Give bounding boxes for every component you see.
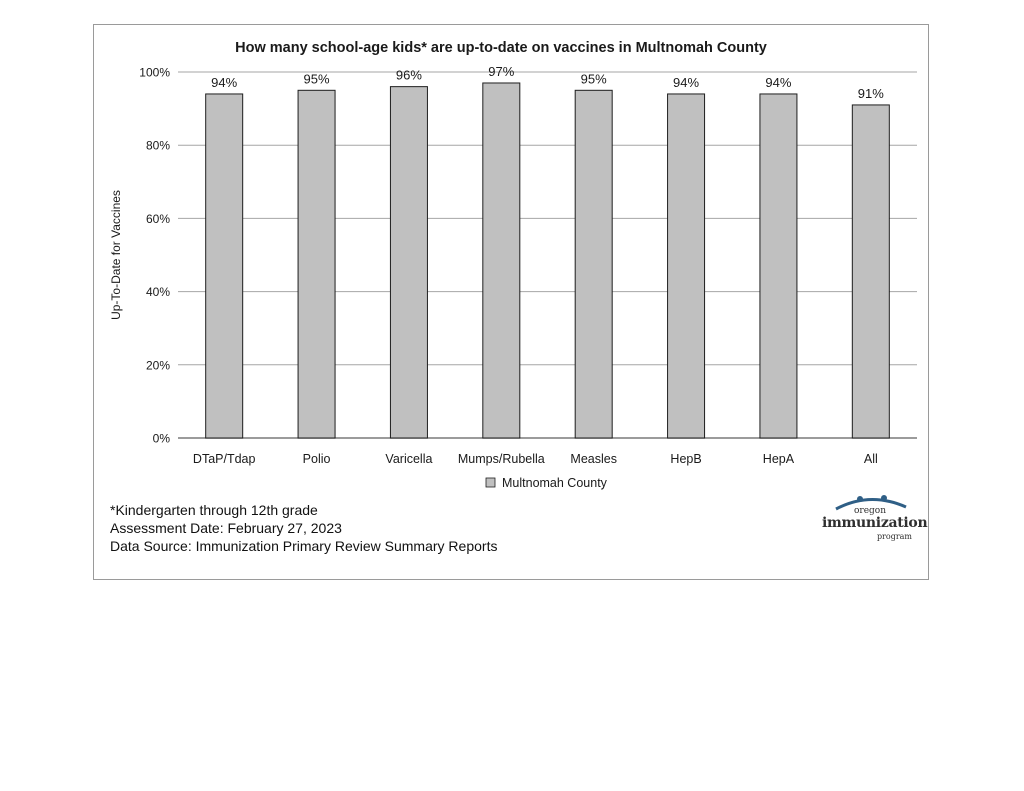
bar-value-label: 94% (673, 74, 700, 90)
bar-hepb (668, 94, 705, 438)
x-tick-label: HepB (670, 452, 702, 466)
bar-polio (298, 90, 335, 438)
bar-chart (94, 25, 928, 495)
bars (206, 83, 890, 438)
legend (486, 476, 608, 490)
x-tick-label: Polio (302, 452, 331, 466)
bar-dtap-tdap (206, 94, 243, 438)
x-tick-label: Measles (570, 452, 617, 466)
legend-label: Multnomah County (502, 476, 607, 490)
bar-value-label: 97% (488, 63, 515, 79)
chart-title: How many school-age kids* are up-to-date on vaccines in Multnomah County (235, 40, 767, 56)
x-tick-label: DTaP/Tdap (192, 452, 256, 466)
y-tick-label: 60% (145, 211, 170, 226)
gridlines (178, 72, 917, 438)
logo-word-immunization: immunization (822, 515, 928, 531)
footnote-assessment-date: Assessment Date: February 27, 2023 (110, 520, 342, 536)
y-axis-ticks (139, 66, 170, 446)
logo-word-oregon: oregon (853, 506, 887, 516)
footnotes (110, 501, 497, 555)
bar-value-label: 95% (580, 71, 607, 87)
bar-value-label: 96% (395, 67, 422, 83)
y-tick-label: 20% (145, 358, 170, 373)
x-tick-label: Varicella (385, 452, 433, 466)
oregon-immunization-logo (822, 495, 928, 545)
y-tick-label: 80% (145, 138, 170, 153)
bar-mumps-rubella (483, 83, 520, 438)
chart-frame (93, 24, 929, 580)
bar-value-label: 95% (303, 71, 330, 87)
bar-varicella (390, 87, 427, 438)
bar-all (852, 105, 889, 438)
bar-value-label: 94% (211, 74, 238, 90)
bar-measles (575, 90, 612, 438)
y-axis-label: Up-To-Date for Vaccines (109, 190, 123, 320)
y-tick-label: 100% (139, 65, 170, 80)
logo-word-program: program (876, 532, 912, 541)
footnote-data-source: Data Source: Immunization Primary Review Summary Reports (110, 538, 498, 554)
legend-swatch (486, 478, 495, 487)
x-tick-label: Mumps/Rubella (457, 452, 545, 466)
bar-hepa (760, 94, 797, 438)
y-tick-label: 40% (145, 285, 170, 300)
x-tick-label: All (863, 452, 878, 466)
bar-value-label: 91% (857, 85, 884, 101)
footnote-grade-range: *Kindergarten through 12th grade (110, 502, 318, 518)
y-tick-label: 0% (152, 431, 170, 446)
bar-value-label: 94% (765, 74, 792, 90)
x-axis-ticks (193, 452, 878, 466)
x-tick-label: HepA (762, 452, 795, 466)
